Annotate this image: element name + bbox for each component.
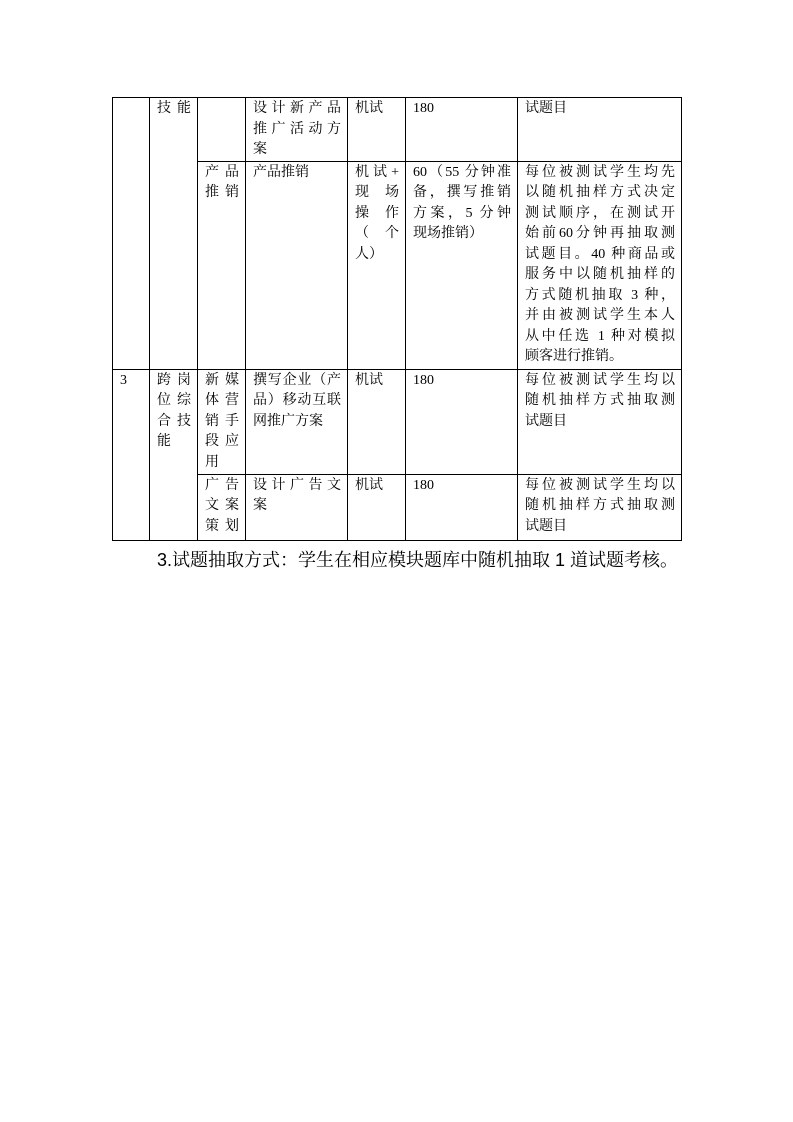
duration-line: 180 — [413, 372, 434, 388]
project-line: 设计广告文 — [253, 477, 341, 493]
cell-method — [348, 161, 406, 369]
cell-category — [150, 369, 198, 540]
method-line: 机试 — [355, 101, 383, 116]
project-line: 推广活动方 — [253, 121, 341, 137]
method-line: 现场 — [355, 185, 399, 200]
module-line: 段应 — [205, 434, 239, 449]
rule-line: 试题目 — [525, 101, 567, 116]
cell-duration — [406, 474, 518, 540]
method-line: 机试 — [355, 372, 383, 388]
category-line: 位综 — [157, 393, 191, 408]
cell-category — [150, 98, 198, 370]
rule-line: 试题目。40 种商品或 — [525, 246, 675, 262]
category-line: 技能 — [157, 101, 191, 116]
project-line: 案 — [253, 142, 267, 157]
selection-method-note: 3.试题抽取方式：学生在相应模块题库中随机抽取 1 道试题考核。 — [157, 550, 679, 570]
table-row — [113, 474, 682, 540]
method-line: 机试 — [355, 477, 383, 493]
project-line: 产品推销 — [253, 164, 309, 180]
project-line: 撰写企业（产 — [253, 372, 341, 388]
rule-line: 每位被测试学生均先 — [525, 164, 675, 180]
rule-line: 并由被测试学生本人 — [525, 308, 675, 323]
table-row — [113, 161, 682, 369]
cell-module — [198, 161, 246, 369]
cell-project — [246, 161, 348, 369]
module-line: 文案 — [205, 498, 239, 513]
cell-number — [113, 98, 150, 370]
duration-line: 现场推销） — [413, 226, 483, 241]
cell-method — [348, 474, 406, 540]
module-line: 用 — [205, 454, 219, 470]
cell-module — [198, 369, 246, 474]
cell-project — [246, 474, 348, 540]
rule-line: 顾客进行推销。 — [525, 349, 623, 364]
rule-line: 以随机抽样方式决定 — [525, 185, 675, 200]
rule-line: 试题目 — [525, 413, 567, 429]
duration-line: 180 — [413, 101, 434, 116]
category-line: 能 — [157, 434, 171, 449]
cell-duration — [406, 161, 518, 369]
cell-duration — [406, 369, 518, 474]
cell-module — [198, 474, 246, 540]
project-line: 品）移动互联 — [253, 393, 341, 408]
cell-rule — [518, 161, 682, 369]
method-line: 操作 — [355, 205, 399, 221]
module-line: 推销 — [205, 185, 239, 200]
category-line: 跨岗 — [157, 372, 191, 388]
cell-project — [246, 98, 348, 162]
category-line: 合技 — [157, 413, 191, 429]
cell-project — [246, 369, 348, 474]
rule-line: 每位被测试学生均以 — [525, 372, 675, 388]
cell-rule — [518, 369, 682, 474]
module-line: 策划 — [205, 518, 239, 534]
duration-line: 180 — [413, 477, 434, 493]
cell-duration — [406, 98, 518, 162]
assessment-table — [112, 97, 682, 541]
rule-line: 随机抽样方式抽取测 — [525, 393, 675, 408]
module-line: 产品 — [205, 164, 239, 180]
method-line: 机试+ — [355, 164, 399, 180]
method-line: （个 — [355, 226, 399, 241]
module-line: 新媒 — [205, 372, 239, 388]
rule-line: 测试顺序，在测试开 — [525, 205, 675, 221]
module-line: 体营 — [205, 393, 239, 408]
duration-line: 备，撰写推销 — [413, 185, 511, 200]
module-line: 销手 — [205, 413, 239, 429]
rule-line: 方式随机抽取 3 种， — [525, 287, 675, 303]
rule-line: 随机抽样方式抽取测 — [525, 498, 675, 513]
rule-line: 从中任选 1 种对模拟 — [525, 328, 675, 344]
cell-module — [198, 98, 246, 162]
row-number: 3 — [120, 372, 127, 388]
duration-line: 方案，5 分钟 — [413, 205, 511, 221]
table-row — [113, 98, 682, 162]
cell-method — [348, 369, 406, 474]
rule-line: 服务中以随机抽样的 — [525, 267, 675, 282]
rule-line: 试题目 — [525, 518, 567, 534]
rule-line: 始前60分钟再抽取测 — [525, 226, 675, 241]
table-row — [113, 369, 682, 474]
duration-line: 60（55 分钟准 — [413, 164, 511, 180]
module-line: 广告 — [205, 477, 239, 493]
project-line: 设计新产品 — [253, 101, 341, 116]
cell-rule — [518, 474, 682, 540]
cell-method — [348, 98, 406, 162]
method-line: 人） — [355, 246, 383, 262]
rule-line: 每位被测试学生均以 — [525, 477, 675, 493]
cell-number — [113, 369, 150, 540]
project-line: 网推广方案 — [253, 413, 323, 429]
cell-rule — [518, 98, 682, 162]
project-line: 案 — [253, 498, 267, 513]
